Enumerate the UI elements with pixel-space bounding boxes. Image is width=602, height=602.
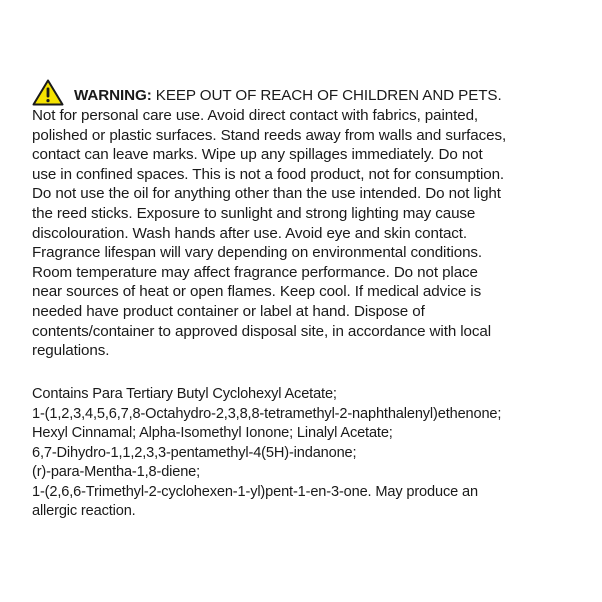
warning-heading [32, 80, 577, 106]
warning-body-text: Not for personal care use. Avoid direct contact with fabrics, painted, polished or plastic surfaces. Stand reeds away from walls and surfaces, contact can leave marks. Wipe up any spillages immediately. Do not use in confined spaces. This is not a food product, not for consumption. Do not use the oil for anything other than the use intended. Do not light the reed sticks. Exposure to sunlight and strong lighting may cause discolouration. Wash hands after use. Avoid eye and skin contact. Fragrance lifespan will vary depending on environmental conditions. Room temperature may affect fragrance performance. Do not place near sources of heat or open flames. Keep cool. If medical advice is needed have product container or label at hand. Dispose of contents/container to approved disposal site, in accordance with local regulations. [32, 107, 507, 360]
warning-headline: KEEP OUT OF REACH OF CHILDREN AND PETS. [155, 87, 502, 105]
warning-section [32, 80, 577, 361]
ingredients-text: Contains Para Tertiary Butyl Cyclohexyl Acetate; 1-(1,2,3,4,5,6,7,8-Octahydro-2,3,8,8-tetramethyl-2-naphthalenyl)ethenone; Hexyl Cinnamal; Alpha-Isomethyl Ionone; Linalyl Acetate; 6,7-Dihydro-1,1,2,3,3-pentamethyl-4(5H)-indanone; (r)-para-Mentha-1,8-diene; 1-(2,6,6-Trimethyl-2-cyclohexen-1-yl)pent-1-en-3-one. May produce an allergic reaction. [32, 386, 502, 519]
warning-triangle-icon [32, 79, 64, 106]
warning-label: WARNING: [74, 87, 152, 105]
